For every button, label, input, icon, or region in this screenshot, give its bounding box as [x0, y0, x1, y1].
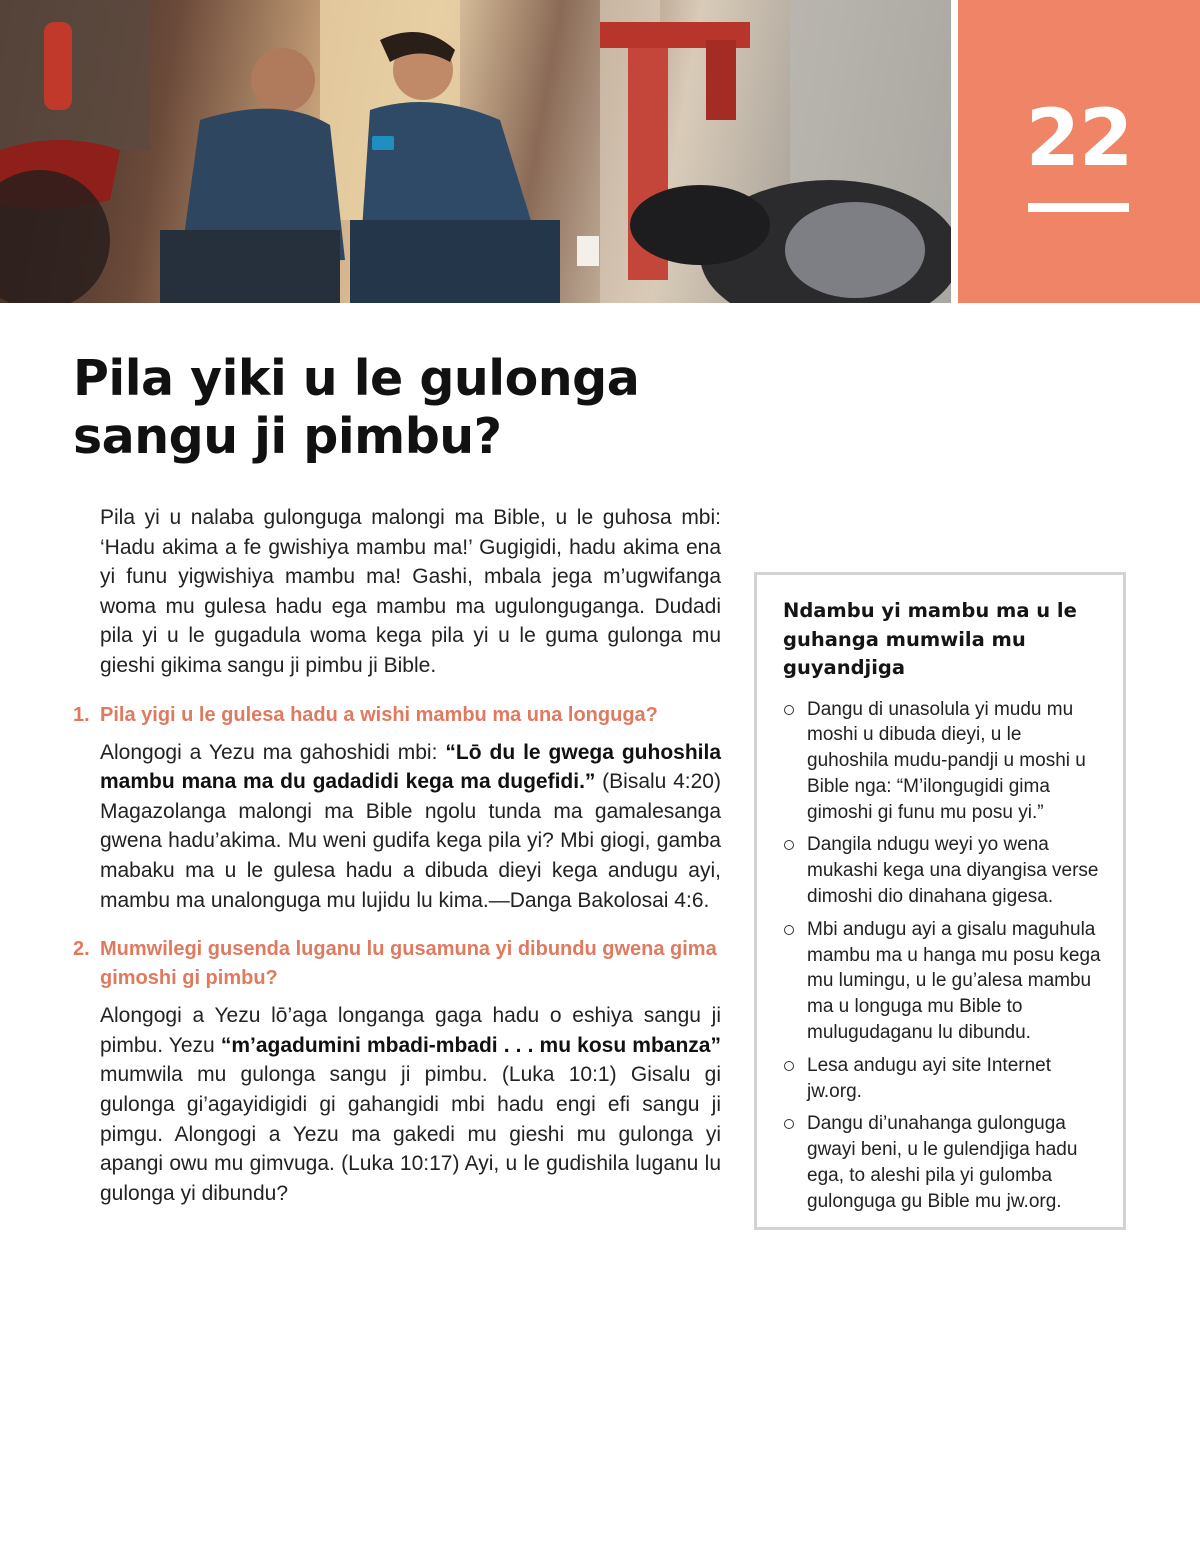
tips-list	[783, 697, 1101, 1215]
chapter-badge	[958, 0, 1200, 303]
circle-bullet-icon	[784, 925, 794, 935]
question-number: 2.	[73, 938, 90, 961]
intro-paragraph: Pila yi u nalaba gulonguga malongi ma Bible, u le guhosa mbi: ‘Hadu akima a fe gwishiya mambu ma!’ Gugigidi, hadu akima ena yi funu yigwishiya mambu ma! Gashi, mbala jega m’ugwifanga woma mu gulesa hadu ega mambu ma ugulonguganga. Dudadi pila yi u le gugadula woma kega pila yi u le guma gulonga mu gieshi gikima sangu ji pimbu ji Bible.	[100, 506, 721, 677]
answer-paragraph-2	[100, 1001, 721, 1208]
answer-text: mumwila mu gulonga sangu ji pimbu. (Luka 10:1) Gisalu gi gulonga gi’agayidigidi gi gahangidi mbi hadu engi efi sangu ji pimgu. Alongogi a Yezu ma gakedi mu gieshi mu gulonga yi apangi owu mu gimvuga. (Luka 10:17) Ayi, u le gudishila luganu lu gulonga yi dibundu?	[100, 1063, 721, 1205]
list-item-text: Dangila ndugu weyi yo wena mukashi kega una diyangisa verse dimoshi dio dinahana gigesa.	[807, 834, 1099, 908]
circle-bullet-icon	[784, 840, 794, 850]
list-item	[783, 917, 1101, 1046]
list-item	[783, 832, 1101, 909]
bible-quote: “m’agadumini mbadi-mbadi . . . mu kosu mbanza”	[220, 1033, 721, 1057]
circle-bullet-icon	[784, 1119, 794, 1129]
title-line-2: sangu ji pimbu?	[73, 408, 502, 465]
answer-text: Alongogi a Yezu ma gahoshidi mbi:	[100, 740, 446, 764]
circle-bullet-icon	[784, 705, 794, 715]
answer-text: (Bisalu 4:20) Magazolanga malongi ma Bible ngolu tunda ma gamalesanga gwena hadu’akima. Mu weni gudifa kega pila yi? Mbi giogi, gamba mabaku ma u le gulesa hadu a dibuda dieyi kega andugu ayi, mambu ma unalonguga mu lujidu lu kima.—Danga Bakolosai 4:6.	[100, 770, 721, 912]
workshop-scene-illustration	[0, 0, 951, 303]
list-item	[783, 1111, 1101, 1214]
main-column	[73, 503, 721, 1208]
chapter-underline	[1028, 203, 1129, 212]
list-item-text: Dangu di unasolula yi mudu mu moshi u dibuda dieyi, u le guhoshila mudu-pandji u moshi u Bible nga: “M’ilongugidi gima gimoshi gi funu mu posu yi.”	[807, 698, 1086, 823]
list-item-text: Dangu di’unahanga gulonguga gwayi beni, u le gulendjiga hadu ega, to aleshi pila yi gulomba gulonguga gu Bible mu jw.org.	[807, 1113, 1078, 1212]
question-text: Pila yigi u le gulesa hadu a wishi mambu ma una longuga?	[100, 703, 658, 726]
chapter-number: 22	[1025, 94, 1133, 184]
question-text: Mumwilegi gusenda luganu lu gusamuna yi dibundu gwena gima gimoshi gi pimbu?	[100, 938, 717, 990]
list-item-text: Mbi andugu ayi a gisalu maguhula mambu ma u hanga mu posu kega mu lumingu, u le gu’alesa mambu ma u longuga mu Bible to mulugudaganu lu dibundu.	[807, 918, 1101, 1044]
question-heading-1	[73, 701, 721, 730]
page-title	[73, 350, 713, 466]
list-item	[783, 697, 1101, 826]
bible-quote: “Lō du le gwega guhoshila mambu mana ma du gadadidi kega ma dugefidi.”	[100, 740, 721, 794]
circle-bullet-icon	[784, 1061, 794, 1071]
question-number: 1.	[73, 703, 90, 726]
header-photo	[0, 0, 951, 303]
list-item	[783, 1053, 1101, 1105]
list-item-text: Lesa andugu ayi site Internet jw.org.	[807, 1054, 1052, 1102]
tips-sidebar	[754, 572, 1126, 1230]
sidebar-title: Ndambu yi mambu ma u le guhanga mumwila mu guyandjiga	[783, 599, 1077, 679]
answer-text: Alongogi a Yezu lō’aga longanga gaga hadu o eshiya sangu ji pimbu. Yezu	[100, 1004, 721, 1057]
title-line-1: Pila yiki u le gulonga	[73, 350, 640, 407]
question-heading-2	[73, 935, 721, 993]
answer-paragraph-1	[100, 738, 721, 916]
